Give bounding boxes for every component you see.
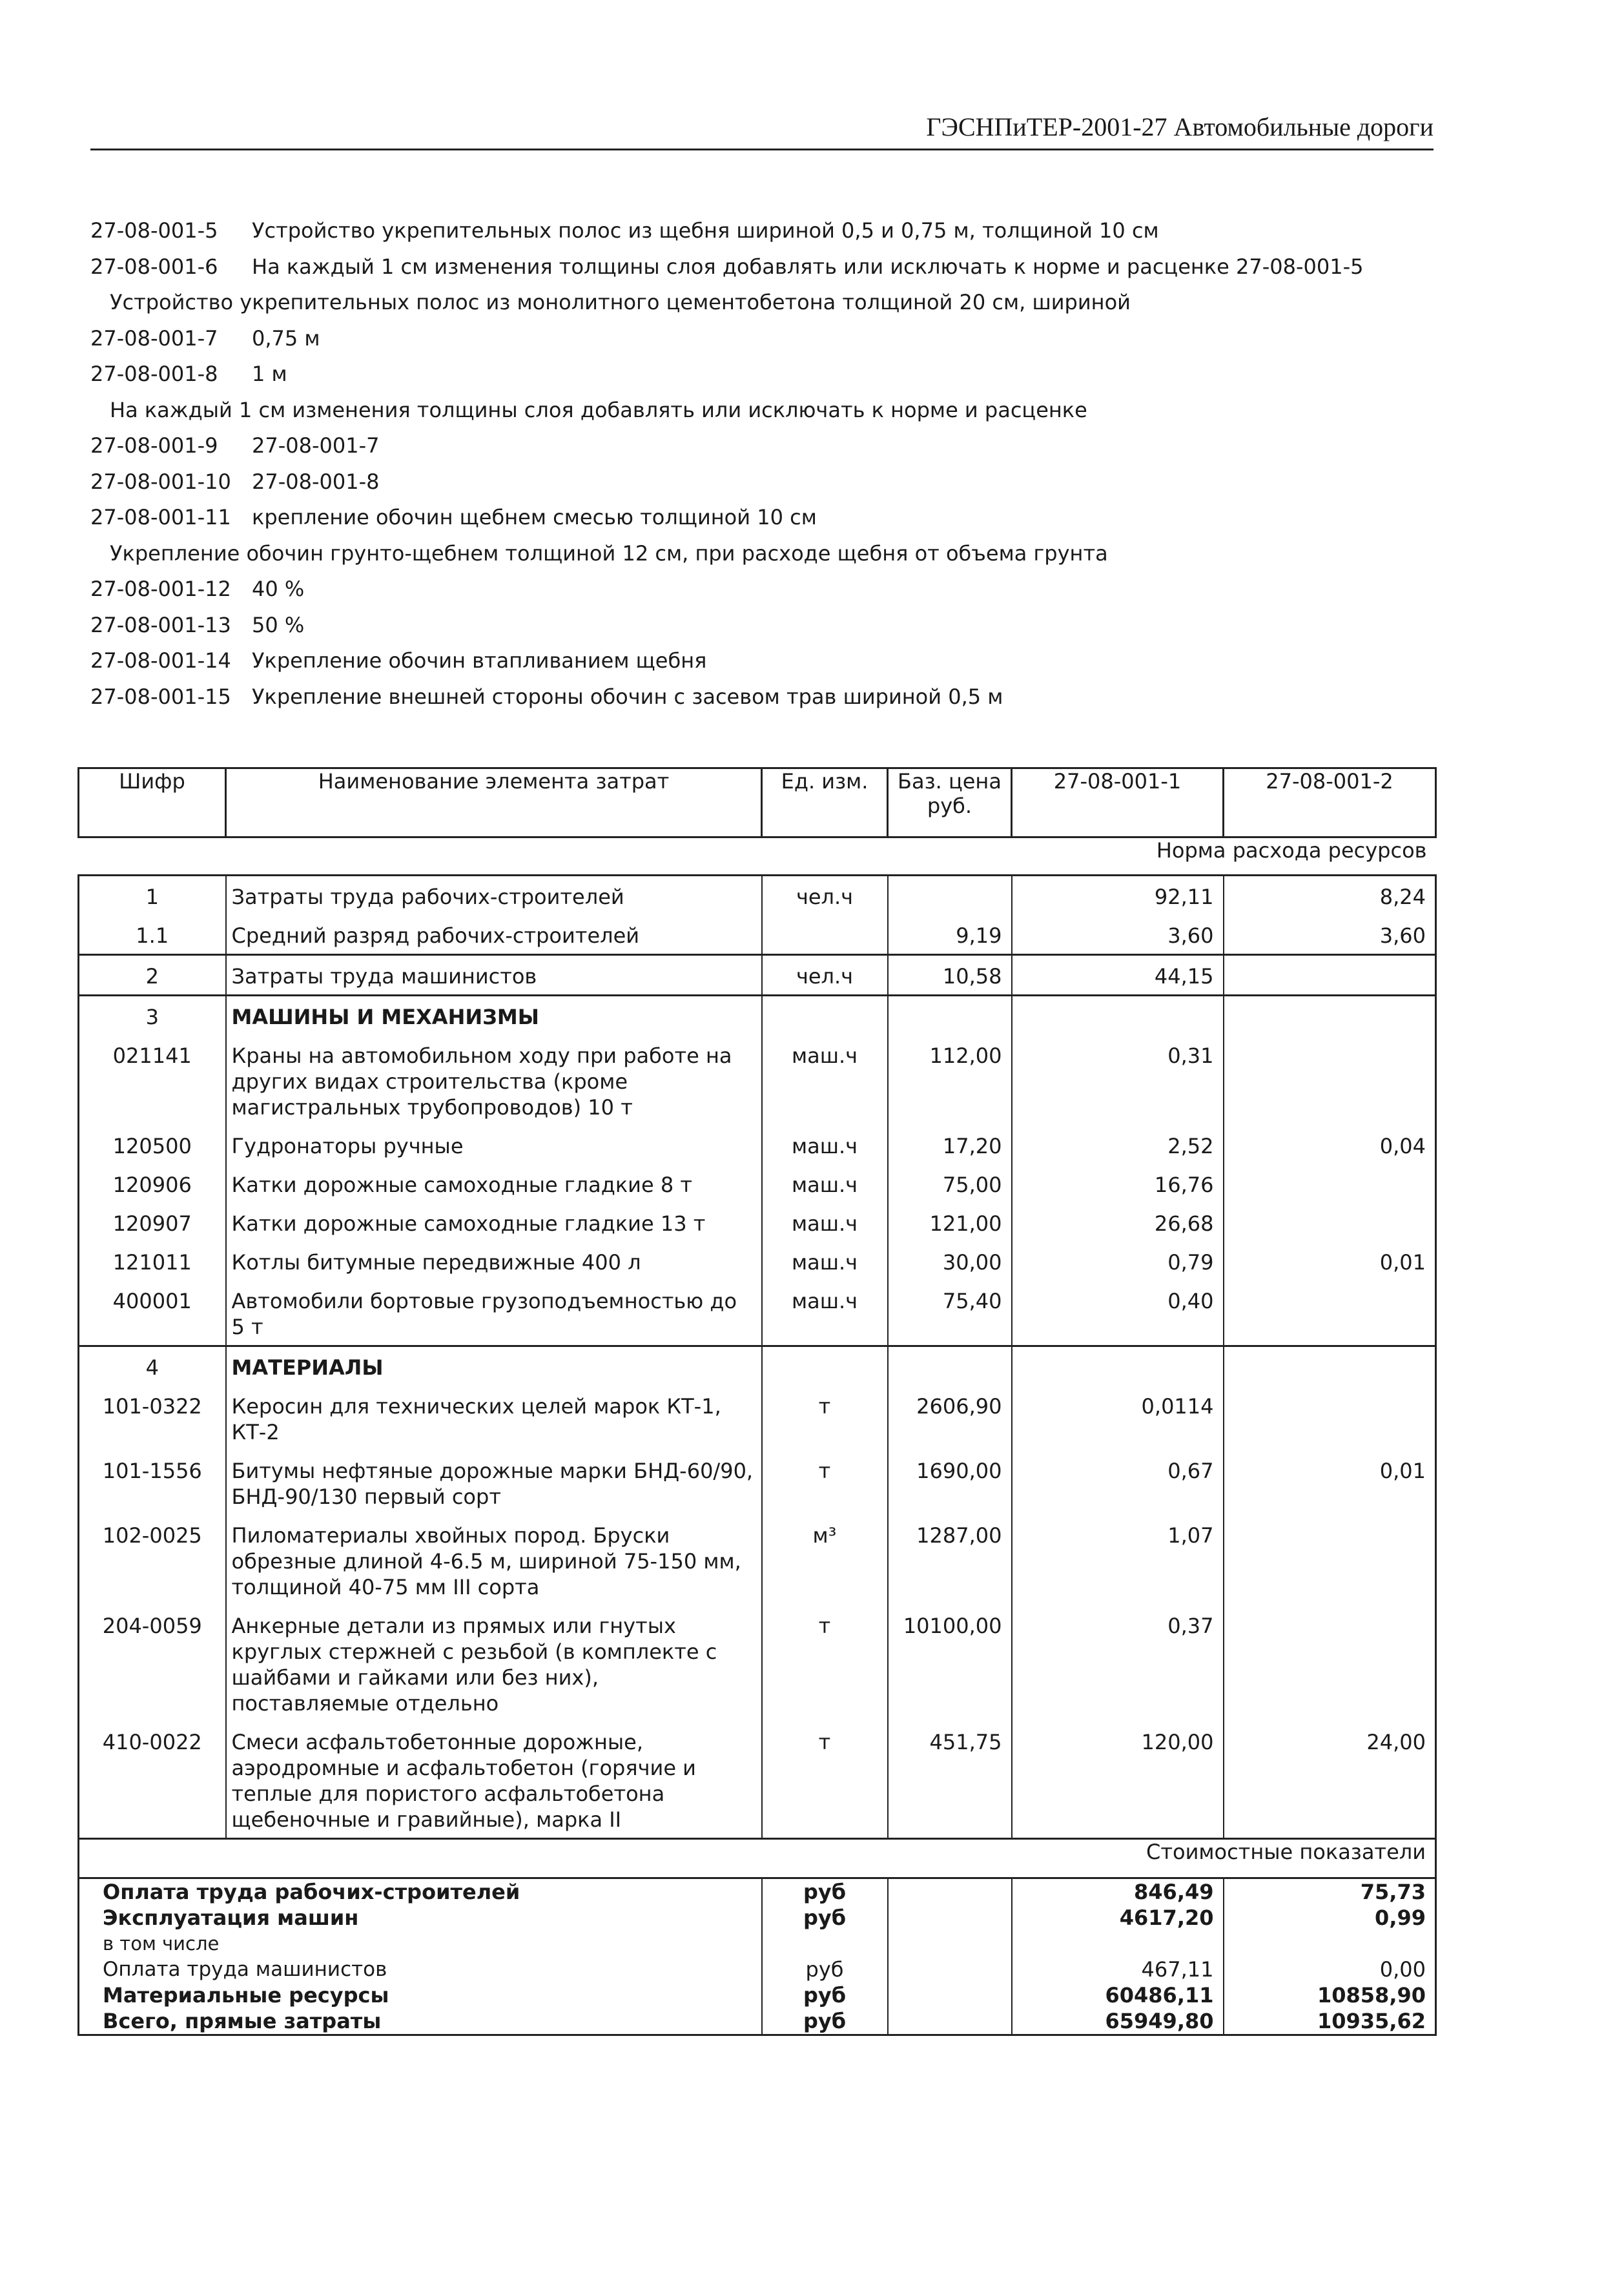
norm-description: 0,75 м: [252, 325, 320, 351]
code-list-item: [90, 321, 1459, 357]
table-row: [79, 1346, 1436, 1386]
cell-price: [888, 996, 1012, 1036]
cell-v1: 0,0114: [1012, 1386, 1224, 1450]
cell-v1: 0,79: [1012, 1242, 1224, 1280]
code-list-item: [90, 571, 1459, 608]
code-list-item: [90, 464, 1459, 500]
cell-v1: 2,52: [1012, 1125, 1224, 1164]
cell-name: Средний разряд рабочих-строителей: [226, 915, 762, 955]
cell-v2: [1224, 996, 1436, 1036]
summary-unit: руб: [762, 1905, 888, 1931]
summary-v2: 0,99: [1224, 1905, 1436, 1931]
cell-v1: 0,67: [1012, 1450, 1224, 1515]
cell-code: 120500: [79, 1125, 226, 1164]
cell-unit: маш.ч: [762, 1242, 888, 1280]
table-row: [79, 876, 1436, 916]
summary-v2: [1224, 1931, 1436, 1956]
cell-name: Котлы битумные передвижные 400 л: [226, 1242, 762, 1280]
summary-v1: 60486,11: [1012, 1982, 1224, 2008]
norm-code: 27-08-001-6: [90, 254, 218, 279]
cell-code: 102-0025: [79, 1515, 226, 1605]
cell-unit: [762, 1346, 888, 1386]
cell-unit: чел.ч: [762, 876, 888, 916]
summary-empty: [888, 2008, 1012, 2035]
norm-code: 27-08-001-9: [90, 433, 218, 458]
norm-description: Укрепление обочин грунто-щебнем толщиной 12 см, при расходе щебня от объема грунта: [110, 540, 1108, 566]
summary-row: [79, 1905, 1436, 1931]
cell-price: 10100,00: [888, 1605, 1012, 1721]
table-row: [79, 1242, 1436, 1280]
summary-unit: руб: [762, 1956, 888, 1982]
summary-row: [79, 1878, 1436, 1905]
table-row: [79, 1515, 1436, 1605]
cell-v1: 26,68: [1012, 1203, 1224, 1242]
code-list-item: [90, 249, 1459, 285]
norm-description: крепление обочин щебнем смесью толщиной 10 см: [252, 505, 817, 529]
cell-name: Керосин для технических целей марок КТ-1, КТ-2: [226, 1386, 762, 1450]
cell-code: 101-0322: [79, 1386, 226, 1450]
cell-code: 410-0022: [79, 1721, 226, 1839]
table-row: [79, 1035, 1436, 1125]
cell-unit: маш.ч: [762, 1164, 888, 1203]
cell-price: 1287,00: [888, 1515, 1012, 1605]
summary-row: [79, 1931, 1436, 1956]
code-list-item: [90, 679, 1459, 715]
cell-name: Автомобили бортовые грузоподъемностью до 5 т: [226, 1280, 762, 1346]
cell-price: 1690,00: [888, 1450, 1012, 1515]
summary-v2: 0,00: [1224, 1956, 1436, 1982]
table-header: [79, 768, 1436, 837]
cell-v2: 24,00: [1224, 1721, 1436, 1839]
header-code: Шифр: [79, 768, 226, 837]
cell-price: [888, 1346, 1012, 1386]
cell-unit: маш.ч: [762, 1125, 888, 1164]
summary-body: [79, 1878, 1436, 2035]
cell-code: 4: [79, 1346, 226, 1386]
norm-description: 1 м: [252, 362, 287, 386]
norm-description: Укрепление внешней стороны обочин с засевом трав шириной 0,5 м: [252, 684, 1003, 709]
summary-v1: 4617,20: [1012, 1905, 1224, 1931]
cell-v2: [1224, 1346, 1436, 1386]
cell-price: 451,75: [888, 1721, 1012, 1839]
norm-description: Укрепление обочин втапливанием щебня: [252, 648, 707, 673]
cell-v1: 92,11: [1012, 876, 1224, 916]
table-row: [79, 1721, 1436, 1839]
cell-v1: 0,37: [1012, 1605, 1224, 1721]
summary-v2: 10858,90: [1224, 1982, 1436, 2008]
table-row: [79, 1386, 1436, 1450]
cell-name: Смеси асфальтобетонные дорожные, аэродромные и асфальтобетон (горячие и теплые для пористого асфальтобетона щебеночные и гравийные), марка II: [226, 1721, 762, 1839]
cell-v2: [1224, 1203, 1436, 1242]
cell-name: МАШИНЫ И МЕХАНИЗМЫ: [226, 996, 762, 1036]
summary-empty: [888, 1931, 1012, 1956]
summary-v2: 75,73: [1224, 1878, 1436, 1905]
cell-code: 120907: [79, 1203, 226, 1242]
cell-code: 3: [79, 996, 226, 1036]
cell-name: МАТЕРИАЛЫ: [226, 1346, 762, 1386]
norm-title: Норма расхода ресурсов: [79, 837, 1436, 876]
summary-label: Оплата труда машинистов: [79, 1956, 762, 1982]
summary-v1: 467,11: [1012, 1956, 1224, 1982]
code-list-item: [90, 608, 1459, 644]
cell-price: 112,00: [888, 1035, 1012, 1125]
cell-v2: [1224, 1386, 1436, 1450]
cell-unit: [762, 915, 888, 955]
code-list-item: [90, 213, 1459, 249]
cell-unit: м³: [762, 1515, 888, 1605]
cell-price: 17,20: [888, 1125, 1012, 1164]
cell-name: Затраты труда машинистов: [226, 955, 762, 996]
cell-v2: 3,60: [1224, 915, 1436, 955]
code-list-item: [90, 285, 1459, 321]
summary-label: Оплата труда рабочих-строителей: [79, 1878, 762, 1905]
table-row: [79, 1605, 1436, 1721]
norm-description: Устройство укрепительных полос из щебня шириной 0,5 и 0,75 м, толщиной 10 см: [252, 218, 1159, 243]
cell-v2: 0,01: [1224, 1450, 1436, 1515]
cell-unit: маш.ч: [762, 1035, 888, 1125]
cell-name: Пиломатериалы хвойных пород. Бруски обрезные длиной 4-6.5 м, шириной 75-150 мм, толщиной 40-75 мм III сорта: [226, 1515, 762, 1605]
cost-title: Стоимостные показатели: [79, 1839, 1436, 1878]
cell-unit: [762, 996, 888, 1036]
norm-code: 27-08-001-11: [90, 505, 231, 529]
summary-label: в том числе: [79, 1931, 762, 1956]
page-header: [90, 111, 1434, 150]
norm-description: 27-08-001-7: [252, 433, 380, 458]
code-list-item: [90, 500, 1459, 536]
table-row: [79, 1203, 1436, 1242]
header-col-1: 27-08-001-1: [1012, 768, 1224, 837]
cell-price: 9,19: [888, 915, 1012, 955]
cell-price: 2606,90: [888, 1386, 1012, 1450]
cell-unit: маш.ч: [762, 1280, 888, 1346]
table-row: [79, 955, 1436, 996]
summary-empty: [888, 1878, 1012, 1905]
norm-description: 27-08-001-8: [252, 469, 380, 494]
cell-name: Краны на автомобильном ходу при работе на других видах строительства (кроме магистральных трубопроводов) 10 т: [226, 1035, 762, 1125]
cell-v1: [1012, 1346, 1224, 1386]
summary-unit: руб: [762, 2008, 888, 2035]
cell-v2: [1224, 1605, 1436, 1721]
norm-code: 27-08-001-13: [90, 612, 231, 637]
table-row: [79, 1280, 1436, 1346]
cell-name: Катки дорожные самоходные гладкие 8 т: [226, 1164, 762, 1203]
norm-description: 50 %: [252, 612, 305, 637]
header-title: ГЭСНПиТЕР-2001-27 Автомобильные дороги: [926, 112, 1434, 141]
cell-unit: т: [762, 1450, 888, 1515]
summary-empty: [888, 1956, 1012, 1982]
cell-v2: 0,01: [1224, 1242, 1436, 1280]
header-col-2: 27-08-001-2: [1224, 768, 1436, 837]
code-list-item: [90, 428, 1459, 464]
summary-label: Эксплуатация машин: [79, 1905, 762, 1931]
cell-v2: [1224, 1035, 1436, 1125]
cell-v2: 8,24: [1224, 876, 1436, 916]
summary-unit: [762, 1931, 888, 1956]
cell-code: 400001: [79, 1280, 226, 1346]
cell-v1: 1,07: [1012, 1515, 1224, 1605]
cell-unit: маш.ч: [762, 1203, 888, 1242]
summary-unit: руб: [762, 1982, 888, 2008]
cell-name: Катки дорожные самоходные гладкие 13 т: [226, 1203, 762, 1242]
code-list-item: [90, 356, 1459, 393]
cell-unit: т: [762, 1386, 888, 1450]
cell-price: 75,40: [888, 1280, 1012, 1346]
header-unit: Ед. изм.: [762, 768, 888, 837]
cell-v1: 0,40: [1012, 1280, 1224, 1346]
summary-empty: [888, 1982, 1012, 2008]
norm-description: На каждый 1 см изменения толщины слоя добавлять или исключать к норме и расценке: [110, 397, 1087, 422]
cell-name: Затраты труда рабочих-строителей: [226, 876, 762, 916]
cell-v2: 0,04: [1224, 1125, 1436, 1164]
summary-unit: руб: [762, 1878, 888, 1905]
cell-unit: чел.ч: [762, 955, 888, 996]
cell-v1: 3,60: [1012, 915, 1224, 955]
code-list: [90, 213, 1459, 715]
cell-v2: [1224, 1280, 1436, 1346]
cell-code: 2: [79, 955, 226, 996]
cell-code: 1.1: [79, 915, 226, 955]
cell-unit: т: [762, 1721, 888, 1839]
header-name: Наименование элемента затрат: [226, 768, 762, 837]
norm-code: 27-08-001-12: [90, 577, 231, 601]
cell-v1: 120,00: [1012, 1721, 1224, 1839]
cell-code: 121011: [79, 1242, 226, 1280]
cell-name: Гудронаторы ручные: [226, 1125, 762, 1164]
table-row: [79, 1164, 1436, 1203]
cell-code: 1: [79, 876, 226, 916]
cell-v2: [1224, 1515, 1436, 1605]
norm-code: 27-08-001-10: [90, 469, 231, 494]
cell-code: 204-0059: [79, 1605, 226, 1721]
cell-price: 30,00: [888, 1242, 1012, 1280]
cell-code: 120906: [79, 1164, 226, 1203]
table-row: [79, 996, 1436, 1036]
cell-price: [888, 876, 1012, 916]
code-list-item: [90, 536, 1459, 572]
cell-name: Анкерные детали из прямых или гнутых круглых стержней с резьбой (в комплекте с шайбами и гайками или без них), поставляемые отдельно: [226, 1605, 762, 1721]
norm-description: 40 %: [252, 577, 305, 601]
table-row: [79, 1450, 1436, 1515]
cell-v2: [1224, 955, 1436, 996]
summary-label: Всего, прямые затраты: [79, 2008, 762, 2035]
table-row: [79, 915, 1436, 955]
table-row: [79, 1125, 1436, 1164]
summary-row: [79, 1956, 1436, 1982]
norm-code: 27-08-001-5: [90, 218, 218, 243]
norm-description: Устройство укрепительных полос из монолитного цементобетона толщиной 20 см, шириной: [110, 290, 1131, 314]
summary-row: [79, 1982, 1436, 2008]
summary-v2: 10935,62: [1224, 2008, 1436, 2035]
norm-code: 27-08-001-8: [90, 362, 218, 386]
cell-unit: т: [762, 1605, 888, 1721]
cell-code: 101-1556: [79, 1450, 226, 1515]
cell-price: 75,00: [888, 1164, 1012, 1203]
cell-v2: [1224, 1164, 1436, 1203]
summary-v1: 65949,80: [1012, 2008, 1224, 2035]
cell-price: 10,58: [888, 955, 1012, 996]
cell-v1: 0,31: [1012, 1035, 1224, 1125]
header-price: Баз. цена руб.: [888, 768, 1012, 837]
cell-name: Битумы нефтяные дорожные марки БНД-60/90, БНД-90/130 первый сорт: [226, 1450, 762, 1515]
cell-v1: [1012, 996, 1224, 1036]
code-list-item: [90, 393, 1459, 429]
norm-code: 27-08-001-15: [90, 684, 231, 709]
resource-table: [77, 767, 1437, 2036]
code-list-item: [90, 643, 1459, 679]
summary-v1: [1012, 1931, 1224, 1956]
table-body: [79, 876, 1436, 1839]
cell-v1: 44,15: [1012, 955, 1224, 996]
norm-description: На каждый 1 см изменения толщины слоя добавлять или исключать к норме и расценке 27-08-001-5: [252, 254, 1364, 279]
summary-label: Материальные ресурсы: [79, 1982, 762, 2008]
cell-v1: 16,76: [1012, 1164, 1224, 1203]
summary-empty: [888, 1905, 1012, 1931]
summary-row: [79, 2008, 1436, 2035]
norm-code: 27-08-001-7: [90, 325, 218, 351]
norm-code: 27-08-001-14: [90, 648, 231, 673]
cell-code: 021141: [79, 1035, 226, 1125]
cell-price: 121,00: [888, 1203, 1012, 1242]
summary-v1: 846,49: [1012, 1878, 1224, 1905]
